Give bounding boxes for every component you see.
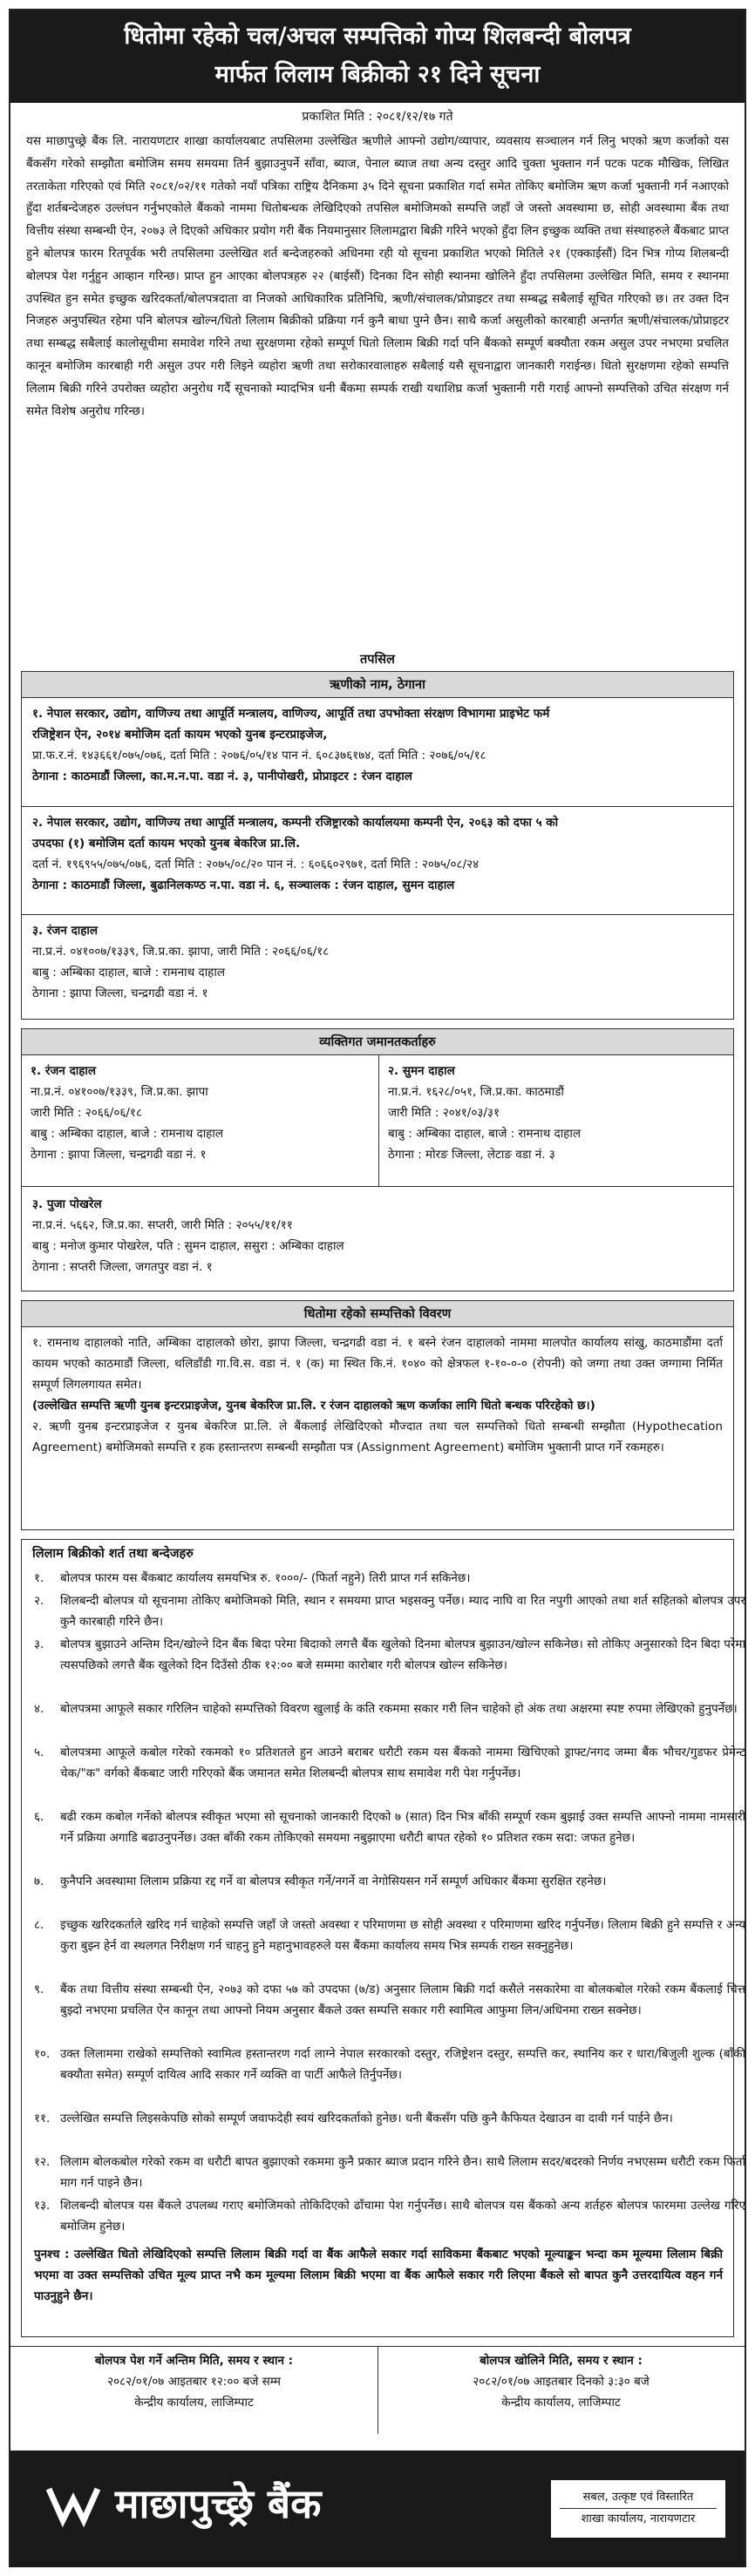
term-4-text: बोलपत्रमा आफूले सकार गरिलिन चाहेको सम्पत्तिको विवरण खुलाई के कति रकममा सकार गरी लिन चाहेको हो अंक तथा अक्षरमा स्पष्ट रुपमा लेखिएको हुनुपर्नेछ।	[60, 1702, 738, 1716]
guarantor-3-line-4: ठेगाना : सप्तरी जिल्ला, जगतपुर वडा नं. १	[32, 1260, 213, 1274]
punashcha-note: पुनश्च : उल्लेखित धितो लेखिदिएको सम्पत्ति लिलाम बिक्री गर्दा वा बैंक आफैले सकार गर्दा साविकमा बैंकबाट भएको मूल्याङ्कन भन्दा कम मूल्यमा लिलाम बिक्री भएमा वा उक्त सम्पत्तिको उचित मूल्य प्राप्त नभै कम मूल्यमा लिलाम बिक्री भएमा वा बैंक आफैले सकार गरी लिएमा बैंकले सो बापत कुनै उत्तरदायित्व वहन गर्न पाउनुहुने छैन।	[34, 2247, 723, 2303]
term-11-number: ११.	[34, 2112, 51, 2125]
borrower-header: ऋणीको नाम, ठेगाना	[22, 672, 733, 698]
guarantor-2-line-4: बाबु : अम्बिका दाहाल, बाजे : रामनाथ दाहाल	[388, 1127, 582, 1141]
borrower-2-line-3: दर्ता नं. १९६९५५/०७५/०७६, दर्ता मिति : २०७५/०८/२० पान नं. : ६०६६०२९७१, दर्ता मिति : २०७५/०८/२४	[32, 858, 480, 871]
property-header: धितोमा रहेको सम्पत्तिको विवरण	[22, 1301, 733, 1327]
term-9	[34, 1979, 745, 2021]
tagline-box	[551, 2480, 725, 2538]
opening-datetime: २०८२/०१/०७ आइतबार दिनको ३:३० बजे	[473, 2375, 650, 2389]
published-date: प्रकाशित मिति : २०८१/१२/१७ गते	[302, 110, 453, 124]
borrower-2	[22, 806, 733, 914]
terms-header: लिलाम बिक्रीको शर्त तथा बन्देजहरु	[32, 1547, 194, 1561]
guarantor-2-line-2: ना.प्र.नं. १६२८/०५१, जि.प्र.का. काठमाडौं	[388, 1085, 564, 1099]
term-13-text: शिलबन्दी बोलपत्र यस बैंकले उपलब्ध गराए बमोजिमको तोकिदिएको ढाँचामा पेश गर्नुपर्नेछ। साथै बोलपत्र यस बैंकको अन्य शर्तहरु बोलपत्र फारममा उल्लेख गरिए बमोजिम हुनेछ।	[60, 2199, 745, 2234]
guarantor-1-line-1: १. रंजन दाहाल	[31, 1064, 97, 1078]
notice-page	[9, 9, 746, 2567]
submission-deadline	[10, 2347, 378, 2434]
term-1	[34, 1568, 745, 1589]
opening-location: केन्द्रीय कार्यालय, लाजिम्पाट	[501, 2396, 621, 2410]
term-13-number: १३.	[34, 2199, 51, 2213]
guarantor-3	[22, 1186, 733, 1291]
term-2-number: २.	[34, 1594, 44, 1608]
borrower-3-line-2: ना.प्र.नं. ०४१००७/१३३९, जि.प्र.का. झापा, जारी मिति : २०६६/०६/१८	[32, 945, 330, 959]
term-3-text: बोलपत्र बुझाउने अन्तिम दिन/खोल्ने दिन बैंक बिदा परेमा बिदाको लगत्तै बैंक खुलेको दिनमा बोलपत्र बुझाउन/खोल्न सकिनेछ। सो तोकिए अनुसारको दिन बिदा परेमा त्यसपछिको लगत्तै बैंक खुलेको दिन दिउँसो ठीक १२:०० बजे सम्ममा कारोबार गरी बोलपत्र खोल्न सकिनेछ।	[60, 1637, 745, 1672]
borrower-1-line-3: प्रा.फ.र.नं. १४३६६१/०७५/०७६, दर्ता मिति : २०७६/०५/१४ पान नं. ६०८३७६१७४, दर्ता मिति : २०७६/०५/१८	[32, 749, 486, 763]
borrower-3	[22, 914, 733, 1019]
tapasil-heading: तपसिल	[360, 653, 395, 667]
borrower-1-line-4: ठेगाना : काठमाडौं जिल्ला, का.म.न.पा. वडा नं. ३, पानीपोखरी, प्रोप्राइटर : रंजन दाहाल	[32, 769, 412, 783]
title-line-2: मार्फत लिलाम बिक्रीको २१ दिने सूचना	[214, 61, 541, 88]
term-12-number: १२.	[34, 2155, 51, 2169]
guarantor-2	[379, 1061, 733, 1183]
borrower-2-line-4: ठेगाना : काठमाडौं जिल्ला, बुढानिलकण्ठ न.पा. वडा नं. ६, सञ्चालक : रंजन दाहाल, सुमन दाहाल	[32, 878, 455, 892]
guarantor-header: व्यक्तिगत जमानतकर्ताहरु	[22, 1029, 733, 1055]
term-12	[34, 2152, 745, 2193]
bank-footer	[10, 2451, 745, 2567]
term-7-text: कुनैपनि अवस्थामा लिलाम प्रक्रिया रद्द गर्ने वा बोलपत्र स्वीकृत गर्ने/नगर्ने वा नेगोसियसन गर्ने सम्पूर्ण अधिकार बैंकमा सुरक्षित रहनेछ।	[60, 1874, 607, 1888]
guarantor-1-line-3: जारी मिति : २०६६/०६/१८	[31, 1106, 142, 1120]
term-7	[34, 1871, 745, 1892]
mountain-fishtail-logo-icon	[45, 2475, 101, 2531]
guarantor-2-line-5: ठेगाना : मोरङ जिल्ला, लेटाङ वडा नं. ३	[388, 1148, 555, 1162]
term-6-text: बढी रकम कबोल गर्नेको बोलपत्र स्वीकृत भएमा सो सूचनाको जानकारी दिएको ७ (सात) दिन भित्र बाँकी सम्पूर्ण रकम बुझाई उक्त सम्पत्ति आफ्नो नाममा नामसारी गर्ने प्रक्रिया अगाडि बढाउनुपर्नेछ। उक्त बाँकी रकम तोकिएको समयमा नबुझाएमा धरौटी बापत रहेको १० प्रतिशत रकम सदा: जफत हुनेछ।	[60, 1810, 745, 1845]
term-10-number: १०.	[34, 2047, 51, 2061]
borrower-3-line-4: ठेगाना : झापा जिल्ला, चन्द्रगढी वडा नं. १	[32, 986, 208, 1000]
borrower-2-line-1: २. नेपाल सरकार, उद्योग, वाणिज्य तथा आपूर्ति मन्त्रालय, कम्पनी रजिष्ट्रारको कार्यालयमा कम्पनी ऐन, २०६३ को दफा ५ को	[32, 816, 559, 830]
borrower-1	[22, 698, 733, 806]
term-5	[34, 1742, 745, 1784]
property-item-1: १. रामनाथ दाहालको नाति, अम्बिका दाहालको छोरा, झापा जिल्ला, चन्द्रगढी वडा नं. १ बस्ने रंजन दाहालको नाममा मालपोत कार्यालय सांखु, काठमाडौंमा दर्ता कायम भएको काठमाडौं जिल्ला, थलिडाँडी गा.वि.स. वडा नं. १ (क) मा स्थित कि.नं. १०४० को क्षेत्रफल १-१०-०-० (रोपनी) को जग्गा तथा उक्त जग्गामा निर्मित सम्पूर्ण लिगलगायत समेत।	[32, 1336, 723, 1392]
intro-paragraph: यस माछापुच्छ्रे बैंक लि. नारायणटार शाखा कार्यालयबाट तपसिलमा उल्लेखित ऋणीले आफ्नो उद्योग/व्यापार, व्यवसाय सञ्चालन गर्न लिनु भएको ऋण कर्जाको यस बैंकसँग गरेको सम्झौता बमोजिम समय समयमा तिर्न बुझाउनुपर्ने साँवा, ब्याज, पेनाल ब्याज तथा अन्य दस्तुर आदि चुक्ता भुक्तान गर्न पटक पटक मौखिक, लिखित तरताकेता गरिएको एवं मिति २०८१/०२/११ गतेको नयाँ पत्रिका राष्ट्रिय दैनिकमा ३५ दिने सूचना प्रकाशित गर्दा समेत तोकिए बमोजिम ऋण कर्जा भुक्तानी गर्न नआएको हुँदा शर्तबन्देजहरु उल्लंघन गर्नुभएकोले बैंकको नाममा धितोबन्धक लेखिदिएको तपसिल बमोजिमको सम्पत्ति जहाँ जे जस्तो अवस्थामा छ, सोही अवस्थामा बैंक तथा वित्तीय संस्था सम्बन्धी ऐन, २०७३ ले दिएको अधिकार प्रयोग गरी बैंक नियमानुसार लिलामद्वारा बिक्री गरिने भएको हुँदा लिन इच्छुक व्यक्ति तथा संस्थाहरुले बैंकबाट प्राप्त हुने बोलपत्र फारम रितपूर्वक भरी तपसिलमा उल्लेखित शर्त बन्देजहरुको अधिनमा रही यो सूचना प्रकाशित भएको मितिले २१ (एक्काईसौं) दिन भित्र गोप्य शिलबन्दी बोलपत्र पेश गर्नुहुन आव्हान गरिन्छ। प्राप्त हुन आएका बोलपत्रहरु २२ (बाईसौं) दिनका दिन सोही स्थानमा खोलिने हुँदा तपसिलमा उल्लेखित मिति, समय र स्थानमा उपस्थित हुन समेत इच्छुक खरिदकर्ता/बोलपत्रदाता वा निजको आधिकारिक प्रतिनिधि, ऋणी/संचालक/प्रोप्राइटर तथा सम्बद्ध सबैलाई सूचित गरिएको छ। तर उक्त दिन निजहरु अनुपस्थित रहेमा पनि बोलपत्र खोल्न/धितो लिलाम बिक्रीको प्रक्रिया गर्न कुनै बाधा पुग्ने छैन। साथै कर्जा असुलीको कारबाही अन्तर्गत ऋणी/संचालक/प्रोप्राइटर तथा सम्बद्ध सबैलाई कालोसूचीमा समावेश गरिने तथा सुरक्षणमा रहेको सम्पूर्ण धितो लिलाम बिक्री गर्दा पनि बैंकको सम्पूर्ण बक्यौता रकम असुल उपर नभएमा प्रचलित कानून बमोजिम कारबाही गरी असुल उपर गरी लिइने व्यहोरा ऋणी तथा सरोकारवालाहरु सबैलाई यसै सूचनाद्वारा जानकारी गराईन्छ। धितो सुरक्षणमा रहेको सम्पत्ति लिलाम बिक्री गरिने उपरोक्त व्यहोरा अनुरोध गर्दै सूचनाको म्यादभित्र धनी बैंकमा सम्पर्क राखी यथाशिघ्र कर्जा भुक्तानी गरी गराई आफ्नो सम्पत्तिको उचित संरक्षण गर्न समेत विशेष अनुरोध गरिन्छ।	[26, 134, 729, 418]
term-5-text: बोलपत्रमा आफूले कबोल गरेको रकमको १० प्रतिशतले हुन आउने बराबर धरौटी रकम यस बैंकको नाममा खिचिएको ड्राफ्ट/नगद जम्मा बैंक भौचर/गुडफर प्रेमेन्ट चेक/"क" वर्गको बैंकबाट जारी गरिएको बैंक जमानत समेत शिलबन्दी बोलपत्र साथ समावेश गरी पेश गर्नुपर्नेछ।	[60, 1746, 745, 1780]
deadline-row	[10, 2346, 745, 2433]
bank-tagline: सबल, उत्कृष्ट एवं विस्तारित	[560, 2487, 717, 2509]
term-4-number: ४.	[34, 1702, 44, 1716]
term-8-text: इच्छुक खरिदकर्ताले खरिद गर्न चाहेको सम्पत्ति जहाँ जे जस्तो अवस्था र परिमाणमा छ सोही अवस्था र परिमाणमा खरिद गर्नुपर्नेछ। लिलाम बिक्री हुने सम्पत्ति र अन्य कुरा बुझ्न हेर्न वा स्थलगत निरीक्षण गर्न चाहनु हुने महानुभावहरुले यस बैंकमा कार्यालय समय भित्र सम्पर्क राख्न सक्नुहुनेछ।	[60, 1918, 745, 1953]
term-2-text: शिलबन्दी बोलपत्र यो सूचनामा तोकिए बमोजिमको मिति, स्थान र समयमा प्राप्त भइसक्नु पर्नेछ। म्याद नाघि वा रित नपुगी आएको तथा शर्त सहितको बोलपत्र उपर कुनै कारबाही गरिने छैन।	[60, 1594, 745, 1629]
notice-title	[10, 10, 745, 103]
guarantor-1-line-4: बाबु : अम्बिका दाहाल, बाजे : रामनाथ दाहाल	[31, 1127, 224, 1141]
bank-brand-name: माछापुच्छ्रे बैंक	[115, 2480, 322, 2527]
guarantor-2-line-1: २. सुमन दाहाल	[388, 1064, 455, 1078]
guarantor-box	[21, 1028, 734, 1291]
opening-schedule	[378, 2347, 745, 2434]
term-5-number: ५.	[34, 1746, 44, 1759]
borrower-box	[21, 671, 734, 1020]
term-1-text: बोलपत्र फारम यस बैंकबाट कार्यालय समयभित्र रु. १०००/- (फिर्ता नहुने) तिरी प्राप्त गर्न सकिनेछ।	[60, 1571, 471, 1585]
term-7-number: ७.	[34, 1874, 44, 1888]
term-13	[34, 2195, 745, 2237]
term-4	[34, 1698, 745, 1719]
guarantor-1	[22, 1061, 378, 1183]
terms-box	[21, 1539, 745, 2337]
term-10-text: उक्त लिलाममा राखेको सम्पत्तिको स्वामित्व हस्तान्तरण गर्दा लाग्ने नेपाल सरकारको दस्तुर, रजिष्ट्रेशन दस्तुर, सम्पत्ति कर, स्थानिय कर र धारा/बिजुली शुल्क (बाँकी बक्यौता समेत) सम्पूर्ण दायित्व आदि सकार गर्ने व्यक्ति वा पार्टी आफैले तिर्नुपर्नेछ।	[60, 2047, 745, 2082]
property-details	[22, 1332, 733, 1458]
term-10	[34, 2044, 745, 2085]
term-3	[34, 1634, 745, 1676]
property-note: (उल्लेखित सम्पत्ति ऋणी युनब इन्टरप्राइजेज, युनब बेकरिज प्रा.लि. र रंजन दाहालको ऋण कर्जाका लागि धितो बन्धक परिरहेको छ।)	[32, 1399, 595, 1413]
borrower-1-line-1: १. नेपाल सरकार, उद्योग, वाणिज्य तथा आपूर्ति मन्त्रालय, वाणिज्य, आपूर्ति तथा उपभोक्ता संरक्षण विभागमा प्राइभेट फर्म	[32, 707, 550, 721]
term-12-text: लिलाम बोलकबोल गरेको रकम वा धरौटी बापत बुझाएको रकममा कुनै प्रकार ब्याज प्रदान गरिने छैन। साथै लिलाम सदर/बदरको निर्णय नभएसम्म धरौटी रकम फिर्ता माग गर्न पाइने छैन।	[60, 2155, 745, 2190]
term-11-text: उल्लेखित सम्पत्ति लिइसकेपछि सोको सम्पूर्ण जवाफदेही स्वयं खरिदकर्ताको हुनेछ। धनी बैंकसँग पछि कुनै कैफियत देखाउन वा दावी गर्न पाईने छैन।	[60, 2112, 673, 2125]
property-item-2: २. ऋणी युनब इन्टरप्राइजेज र युनब बेकरिज प्रा.लि. ले बैंकलाई लेखिदिएको मौज्दात तथा चल सम्पत्तिको धितो सम्बन्धी सम्झौता (Hypothecation Agreement) बमोजिमको सम्पत्ति र हक हस्तान्तरण सम्बन्धी सम्झौता पत्र (Assignment Agreement) बमोजिम भुक्तानी प्राप्त गर्ने रकमहरु।	[32, 1420, 723, 1454]
title-line-1: धितोमा रहेको चल/अचल सम्पत्तिको गोप्य शिलबन्दी बोलपत्र	[124, 23, 631, 50]
borrower-3-line-1: ३. रंजन दाहाल	[32, 924, 99, 938]
term-9-text: बैंक तथा वित्तीय संस्था सम्बन्धी ऐन, २०७३ को दफा ५७ को उपदफा (७/ड) अनुसार लिलाम बिक्री गर्दा कसैले नसकारेमा वा बोलकबोल गरेको रकम बैंकलाई चित्त बुझ्दो नभएमा प्रचलित ऐन कानून तथा आफ्नो नियम अनुसार बैंकले उक्त सम्पत्ति सकार गरी स्वामित्व आफुमा लिन/अधिनमा राख्न सक्नेछ।	[60, 1983, 745, 2017]
branch-office: शाखा कार्यालय, नारायणटार	[581, 2512, 696, 2525]
term-6	[34, 1807, 745, 1848]
borrower-3-line-3: बाबु : अम्बिका दाहाल, बाजे : रामनाथ दाहाल	[32, 966, 226, 980]
term-3-number: ३.	[34, 1637, 44, 1651]
guarantor-3-line-2: ना.प्र.नं. ५६६२, जि.प्र.का. सप्तरी, जारी मिति : २०५५/११/११	[32, 1218, 293, 1232]
borrower-2-line-2: उपदफा (१) बमोजिम दर्ता कायम भएको युनब बेकरिज प्रा.लि.	[32, 837, 301, 851]
term-2	[34, 1590, 745, 1632]
submission-heading: बोलपत्र पेश गर्ने अन्तिम मिति, समय र स्थान :	[94, 2354, 294, 2368]
guarantor-3-line-3: बाबु : मनोज कुमार पोखरेल, पति : सुमन दाहाल, ससुरा : अम्बिका दाहाल	[32, 1239, 344, 1253]
term-1-number: १.	[34, 1571, 44, 1585]
property-box	[21, 1300, 734, 1530]
submission-location: केन्द्रीय कार्यालय, लाजिम्पाट	[134, 2396, 254, 2410]
opening-heading: बोलपत्र खोलिने मिति, समय र स्थान :	[480, 2354, 643, 2368]
guarantor-2-line-3: जारी मिति : २०४१/०३/३१	[388, 1106, 500, 1120]
term-8-number: ८.	[34, 1918, 44, 1932]
submission-datetime: २०८२/०१/०७ आइतबार १२:०० बजे सम्म	[107, 2375, 281, 2389]
term-11	[34, 2108, 745, 2129]
guarantor-1-line-2: ना.प्र.नं. ०४१००७/१३३९, जि.प्र.का. झापा	[31, 1085, 208, 1099]
term-9-number: ९.	[34, 1983, 44, 1996]
term-6-number: ६.	[34, 1810, 44, 1824]
borrower-1-line-2: रजिष्ट्रेशन ऐन, २०१४ बमोजिम दर्ता कायम भएको युनब इन्टरप्राइजेज,	[32, 728, 328, 742]
guarantor-3-line-1: ३. पुजा पोखरेल	[32, 1197, 102, 1211]
term-8	[34, 1915, 745, 1956]
guarantor-1-line-5: ठेगाना : झापा जिल्ला, चन्द्रगढी वडा नं. १	[31, 1148, 207, 1162]
